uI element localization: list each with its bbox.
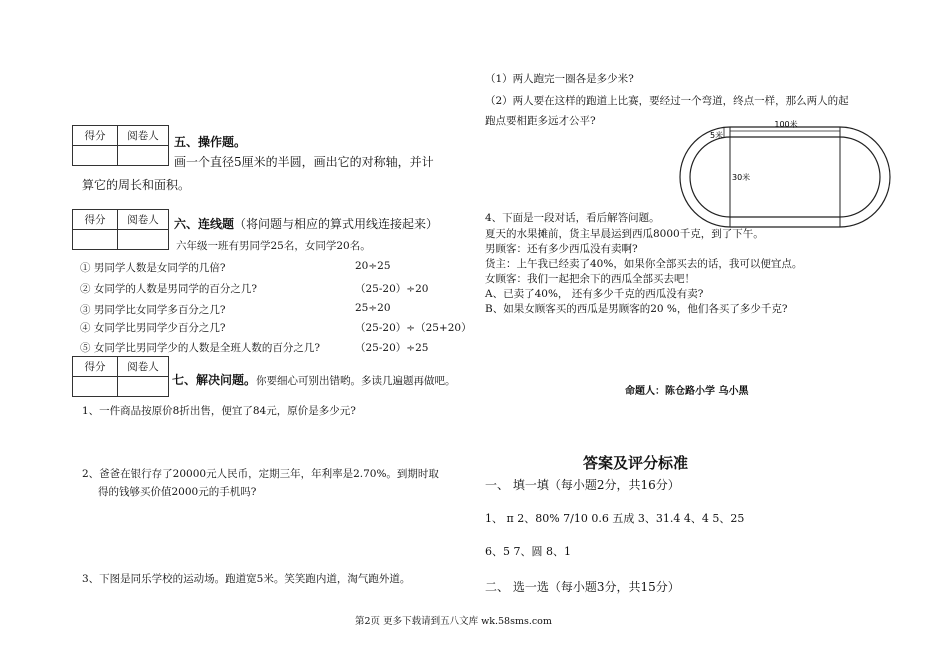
section7-title: 七、解决问题。 xyxy=(172,373,257,387)
score-label: 得分 xyxy=(73,126,118,146)
track-question-2-line1: （2）两人要在这样的跑道上比赛，要经过一个弯道，终点一样，那么两人的起 xyxy=(485,95,849,107)
answers-part1-line2: 6、5 7、圆 8、1 xyxy=(485,545,571,558)
grader-label: 阅卷人 xyxy=(118,126,169,146)
score-table-7 xyxy=(72,356,169,397)
section7-heading xyxy=(172,371,456,388)
page-footer: 第2页 更多下载请到五八文库 wk.58sms.com xyxy=(355,616,552,627)
grader-label: 阅卷人 xyxy=(118,357,169,377)
track-height-label: 30米 xyxy=(732,173,751,182)
running-track-diagram xyxy=(676,116,896,230)
grader-label: 阅卷人 xyxy=(118,210,169,230)
match-formula-3: 25÷20 xyxy=(355,302,391,314)
score-cell xyxy=(73,230,118,250)
score-table-6 xyxy=(72,209,169,250)
q4-line-1: 4、下面是一段对话，看后解答问题。 xyxy=(485,212,660,224)
q4-line-2: 夏天的水果摊前，货主早晨运到西瓜8000千克，到了下午。 xyxy=(485,228,764,240)
q4-line-5: 女顾客：我们一起把余下的西瓜全部买去吧！ xyxy=(485,273,695,285)
section6-title-note: （将问题与相应的算式用线连接起来） xyxy=(234,217,439,231)
section6-intro: 六年级一班有男同学25名，女同学20名。 xyxy=(176,240,371,252)
section5-line2: 算它的周长和面积。 xyxy=(82,178,191,192)
track-question-1: （1）两人跑完一圈各是多少米? xyxy=(485,73,634,85)
score-label: 得分 xyxy=(73,357,118,377)
match-question-3: ③ 男同学比女同学多百分之几? xyxy=(80,304,226,316)
match-formula-2: （25-20）÷20 xyxy=(355,283,429,295)
match-formula-4: （25-20）÷（25+20） xyxy=(355,322,472,334)
section6-heading xyxy=(174,215,438,232)
problem-3: 3、下图是同乐学校的运动场。跑道宽5米。笑笑跑内道，淘气跑外道。 xyxy=(82,573,411,585)
match-question-1: ① 男同学人数是女同学的几倍? xyxy=(80,262,226,274)
q4-line-3: 男顾客：还有多少西瓜没有卖啊? xyxy=(485,243,638,255)
problem-1: 1、一件商品按原价8折出售，便宜了84元，原价是多少元? xyxy=(82,405,356,417)
answers-part2-title: 二、 选一选（每小题3分，共15分） xyxy=(485,580,680,594)
track-question-2-line2: 跑点要相距多远才公平? xyxy=(485,115,596,127)
score-table-5 xyxy=(72,125,169,166)
match-question-5: ⑤ 女同学比男同学少的人数是全班人数的百分之几? xyxy=(80,342,320,354)
answers-title: 答案及评分标准 xyxy=(583,454,689,472)
grader-cell xyxy=(118,146,169,166)
grader-cell xyxy=(118,377,169,397)
match-question-2: ② 女同学的人数是男同学的百分之几? xyxy=(80,283,257,295)
section7-note: 你要细心可别出错哟。多读几遍题再做吧。 xyxy=(256,375,456,387)
section6-title: 六、连线题 xyxy=(174,217,235,231)
match-formula-5: （25-20）÷25 xyxy=(355,342,429,354)
track-width-label: 100米 xyxy=(774,120,798,129)
grader-cell xyxy=(118,230,169,250)
problem-2-line2: 得的钱够买价值2000元的手机吗? xyxy=(98,486,257,498)
track-lane-label: 5米 xyxy=(710,131,724,140)
q4-line-6: A、已卖了40%， 还有多少千克的西瓜没有卖? xyxy=(485,288,704,300)
section5-title: 五、操作题。 xyxy=(174,135,247,149)
score-label: 得分 xyxy=(73,210,118,230)
q4-line-4: 货主：上午我已经卖了40%，如果你全部买去的话，我可以便宜点。 xyxy=(485,258,803,270)
inner-lane-line xyxy=(690,137,880,217)
author-line: 命题人：陈仓路小学 乌小黑 xyxy=(625,386,749,397)
match-question-4: ④ 女同学比男同学少百分之几? xyxy=(80,322,226,334)
score-cell xyxy=(73,377,118,397)
match-formula-1: 20÷25 xyxy=(355,260,391,272)
answers-part1-line1: 1、 π 2、80% 7/10 0.6 五成 3、31.4 4、4 5、25 xyxy=(485,512,745,525)
section5-line1: 画一个直径5厘米的半圆，画出它的对称轴，并计 xyxy=(174,155,434,169)
score-cell xyxy=(73,146,118,166)
answers-part1-title: 一、 填一填（每小题2分，共16分） xyxy=(485,478,680,492)
problem-2-line1: 2、爸爸在银行存了20000元人民币，定期三年，年利率是2.70%。到期时取 xyxy=(82,468,439,480)
q4-line-7: B、如果女顾客买的西瓜是男顾客的20 %，他们各买了多少千克? xyxy=(485,303,788,315)
